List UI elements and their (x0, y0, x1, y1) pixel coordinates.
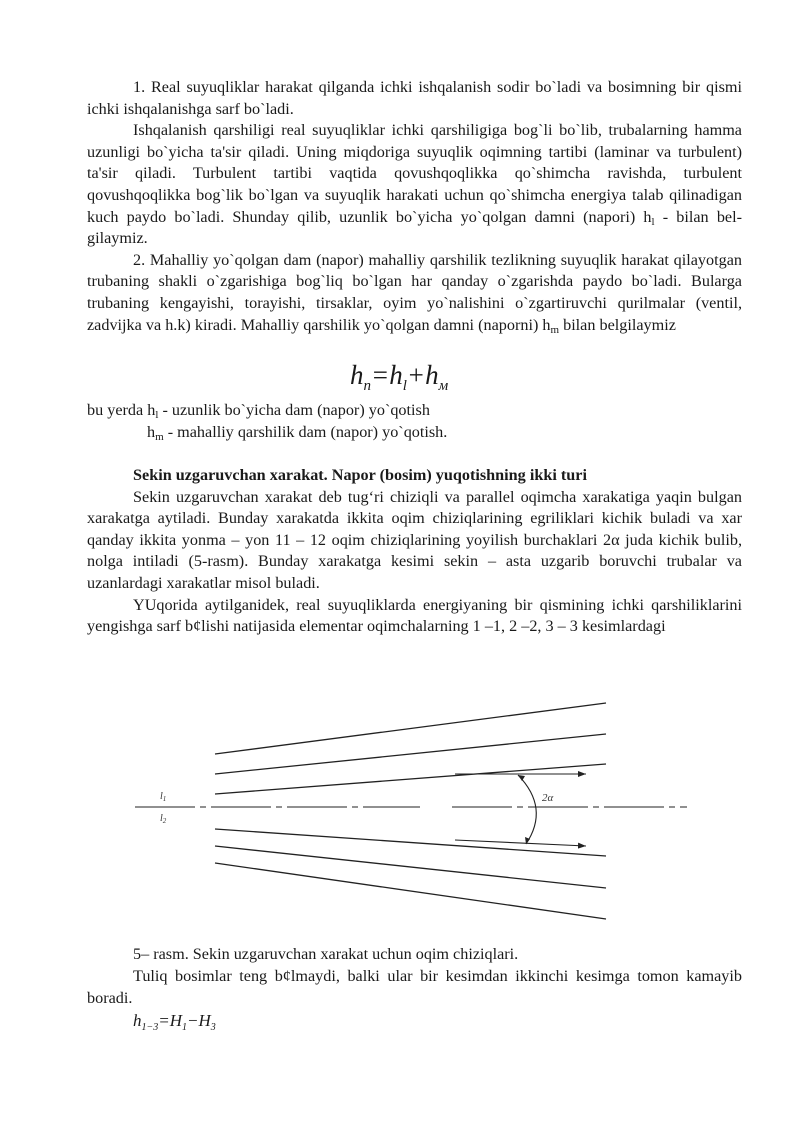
paragraph-5: YUqorida aytilganidek, real suyuqliklarda energiyaning bir qismining ichki qarshiliklarini yengishga sarf b¢lishi natijasida elementar oqimchalarning 1 –1, 2 –2, 3 – 3 kesimlardagi (87, 595, 742, 636)
paragraph-3: 2. Mahalliy yo`qolgan dam (napor) mahalliy qarshilik tezlikning suyuqlik harakat qilayotgan trubaning shakli o`zgarishiga bog`liq bo`lgan har qanday o`zgarishda paydo bo`ladi. Bularga trubaning kengayishi, torayishi, tirsaklar, oyim yo`nalishini o`zgartiruvchi qurilmalar (ventil, zadvijka va h.k) kiradi. Mahalliy qarshilik yo`qolgan damni (naporni) $h_m$ bilan belgilaymiz (87, 250, 742, 336)
figure-caption: 5– rasm. Sekin uzgaruvchan xarakat uchun oqim chiziqlari. (133, 945, 519, 963)
paragraph-2: Ishqalanish qarshiligi real suyuqliklar ichki qarshiligiga bog`li bo`lib, trubalarning hamma uzunligi bo`yicha ta'sir qiladi. Uning miqdoriga suyuqlik oqimning tartibi (laminar va turbulent) ta'sir qiladi. Turbulent tartibi vaqtida qovushqoqlikka qo`shimcha ravishda, turbulent qovushqoqlikka bog`lik bo`lgan va suyuqlik harakati uchun qo`shimcha energiya talab qilinadigan kuch paydo bo`ladi. Shunday qilib, uzunlik bo`yicha yo`qolgan damni (napori) $h_l$ - bilan bel-gilaymiz. (87, 121, 742, 248)
formula-head-loss: $h_n=h_l+h_м$ (350, 360, 449, 394)
legend-line-hm: $h_m$ - mahalliy qarshilik dam (napor) yo`qotish. (147, 422, 448, 443)
streamline-lower-3 (215, 863, 606, 919)
legend-line-hl: bu yerda $h_l$ - uzunlik bo`yicha dam (napor) yo`qotish (87, 401, 430, 421)
streamlines-figure (130, 698, 690, 923)
streamline-upper-1 (215, 703, 606, 754)
lower-arrow (455, 840, 586, 846)
label-l2: $l_2$ (160, 813, 167, 825)
paragraph-4: Sekin uzgaruvchan xarakat deb tug‘ri chiziqli va parallel oqimcha xarakatiga yaqin bulgan xarakatga aytiladi. Bunday xarakatda ikkita oqim chiziqlarining egriliklari kichik buladi va xar qanday ikkita yonma – yon 11 – 12 oqim chiziqlarining yoyilish burchaklari 2α juda kichik bulib, nolga intiladi (5-rasm). Bunday xarakatga kesimi sekin – asta uzgarib boruvchi trubalar va uzanlardagi xarakatlar misol buladi. (87, 487, 742, 592)
formula-pressure-drop: $h_{1-3}=H_1-H_3$ (133, 1011, 216, 1033)
top-text-block (87, 77, 742, 336)
paragraph-6: Tuliq bosimlar teng b¢lmaydi, balki ular bir kesimdan ikkinchi kesimga tomon kamayib boradi. (87, 967, 742, 1007)
section-block (87, 465, 742, 638)
angle-arc-arrow-top (518, 775, 525, 781)
angle-arc (518, 775, 536, 844)
bottom-text-block (87, 966, 742, 1009)
section-heading: Sekin uzgaruvchan xarakat. Napor (bosim) yuqotishning ikki turi (133, 466, 587, 484)
label-angle: 2α (542, 792, 554, 804)
paragraph-1: 1. Real suyuqliklar harakat qilganda ichki ishqalanish sodir bo`ladi va bosimning bir qismi ichki ishqalanishga sarf bo`ladi. (87, 78, 742, 118)
label-l1: $l_1$ (160, 791, 167, 803)
formula-legend (87, 400, 742, 443)
